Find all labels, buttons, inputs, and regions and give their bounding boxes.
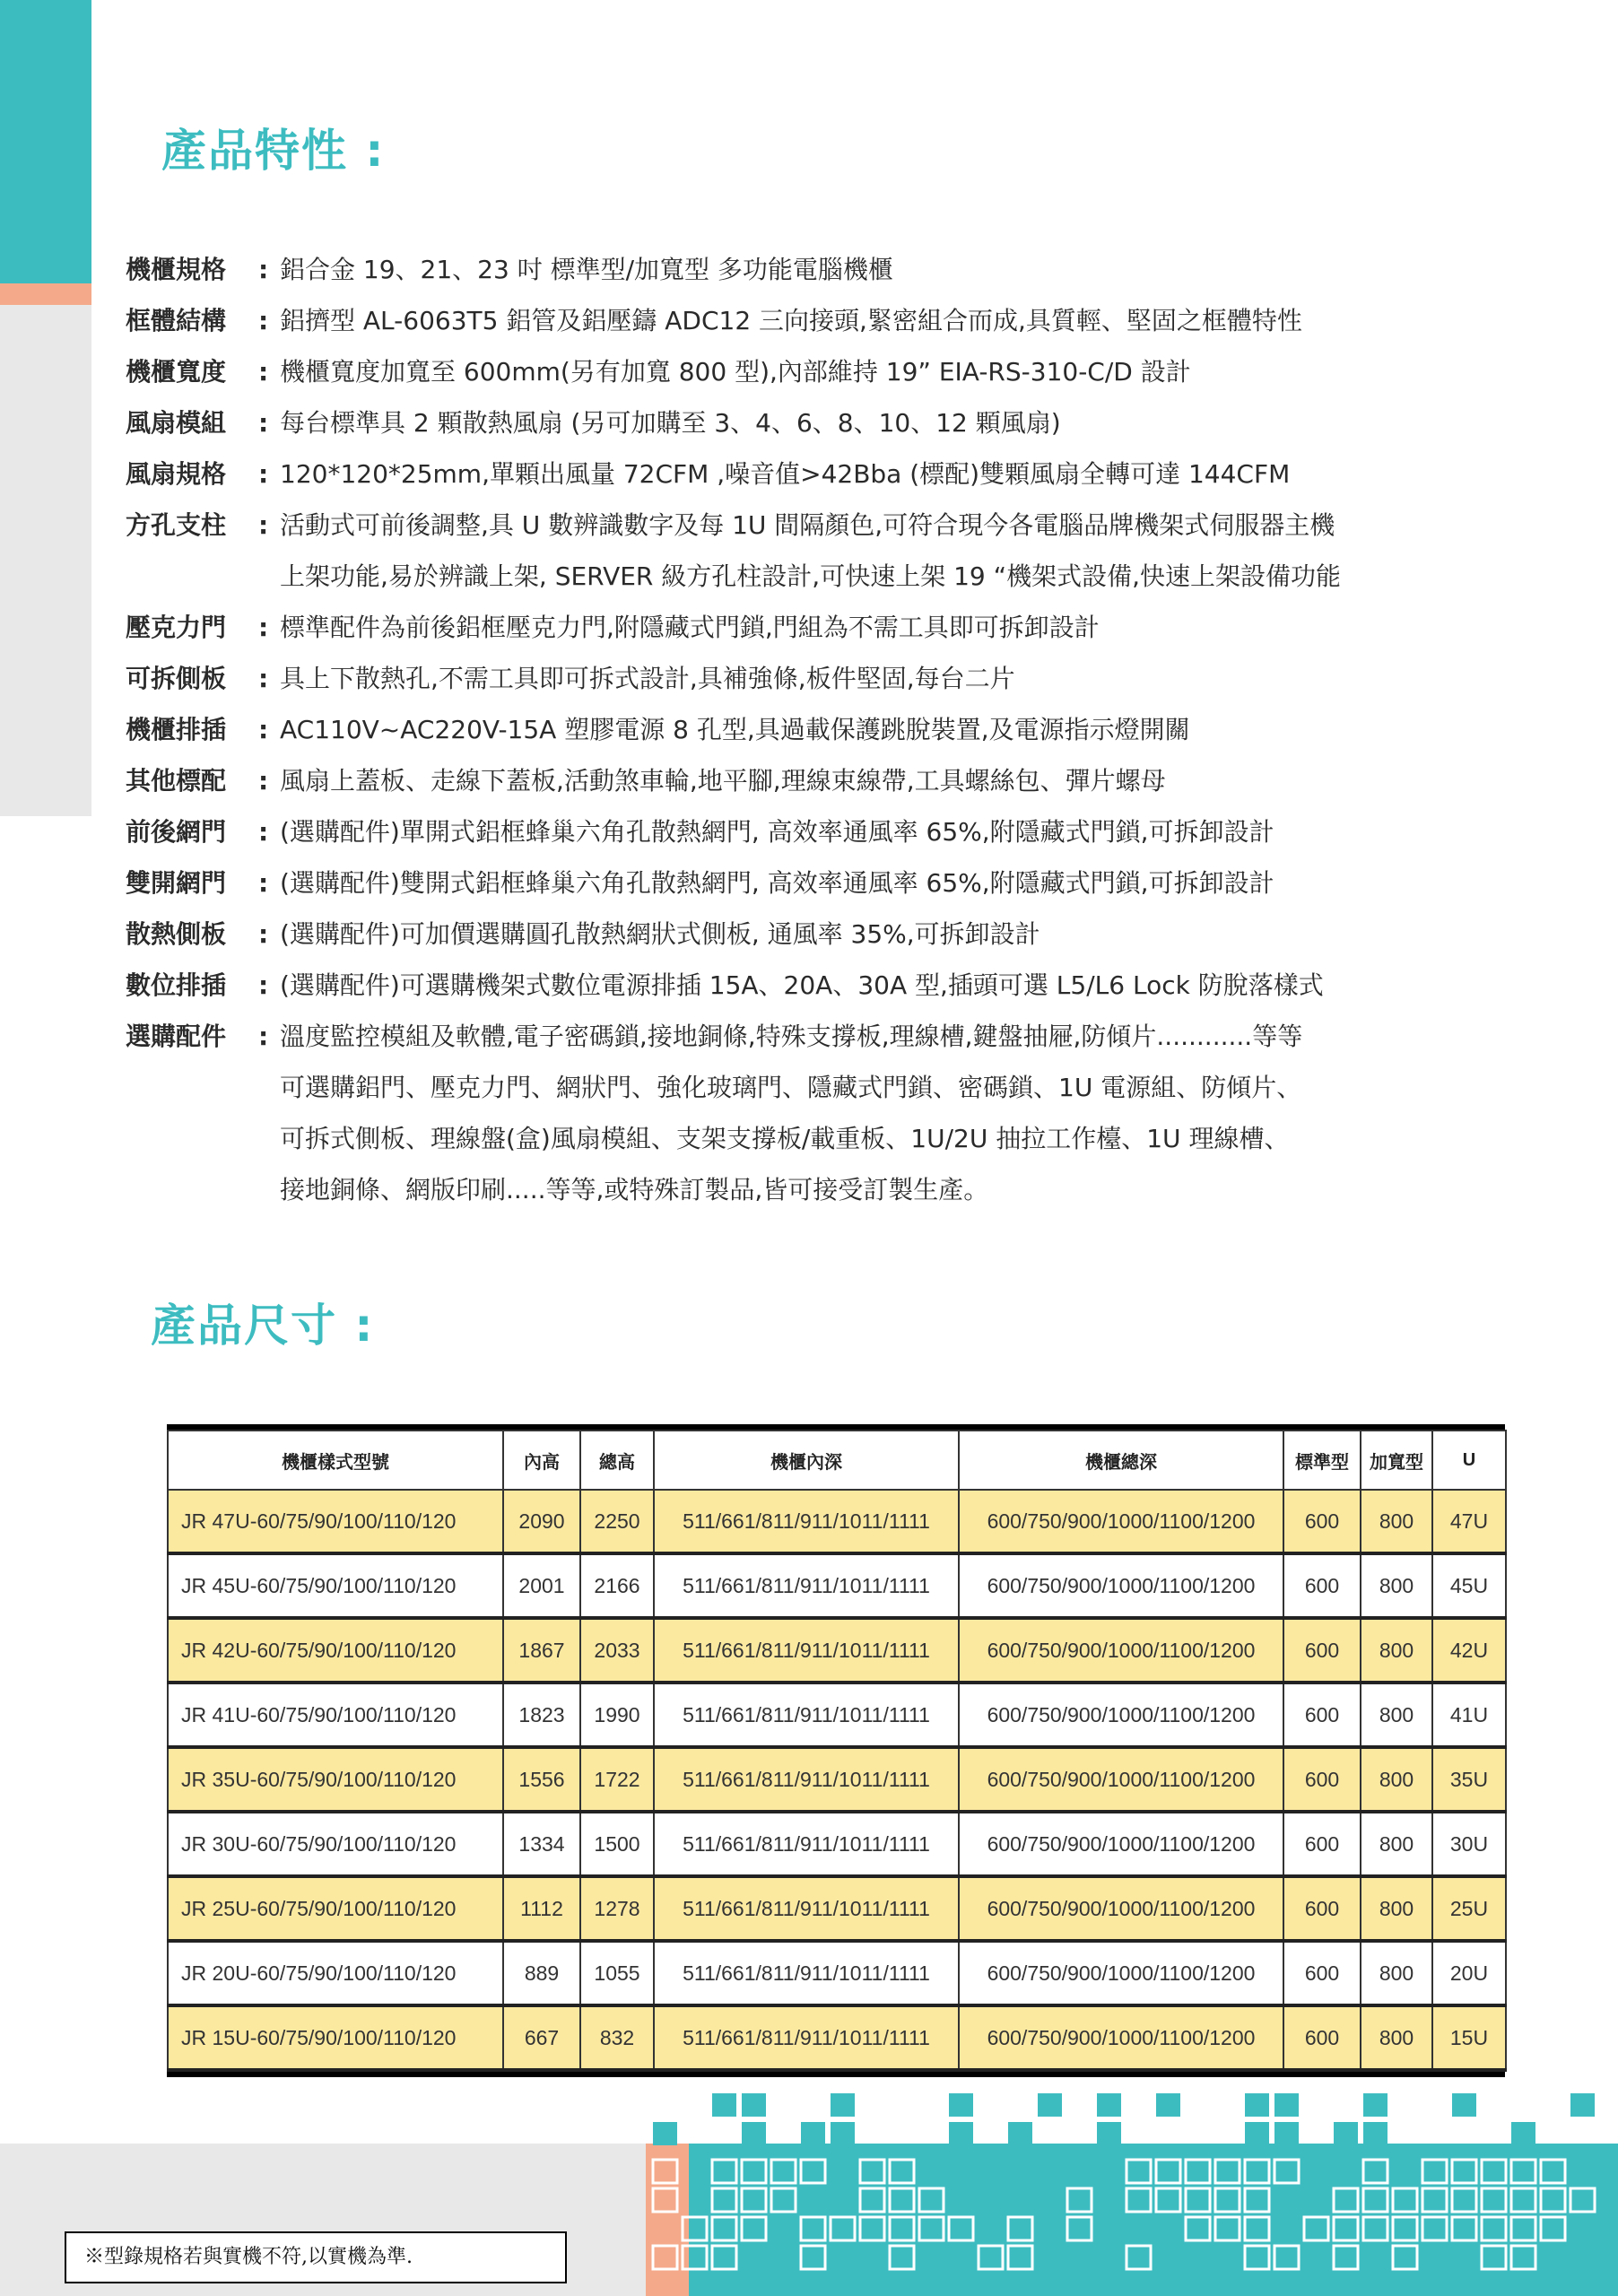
pixel-tile: [653, 2160, 677, 2183]
pixel-tile: [1245, 2093, 1269, 2117]
table-cell: 600/750/900/1000/1100/1200: [959, 1876, 1283, 1941]
table-header-cell: 機櫃內深: [654, 1431, 959, 1490]
table-cell: 1722: [580, 1747, 654, 1812]
pixel-tile: [1363, 2093, 1387, 2117]
table-header-cell: U: [1432, 1431, 1506, 1490]
pixel-tile: [949, 2217, 973, 2240]
pixel-tile: [1215, 2188, 1240, 2212]
table-cell: 600/750/900/1000/1100/1200: [959, 1683, 1283, 1747]
pixel-tile: [831, 2217, 855, 2240]
pixel-tile: [1274, 2093, 1299, 2117]
pixel-tile: [742, 2217, 766, 2240]
pixel-tile: [771, 2188, 796, 2212]
table-cell: 800: [1361, 1747, 1432, 1812]
feature-colon: :: [258, 255, 269, 284]
table-cell: 600/750/900/1000/1100/1200: [959, 1941, 1283, 2005]
table-cell: 600: [1283, 2005, 1361, 2070]
pixel-tile: [771, 2160, 796, 2183]
feature-text: 鋁擠型 AL-6063T5 鋁管及鋁壓鑄 ADC12 三向接頭,緊密組合而成,具質輕、堅固之框體特性: [280, 306, 1302, 335]
feature-label: 方孔支柱: [126, 510, 227, 540]
table-cell: 47U: [1432, 1490, 1506, 1553]
table-cell: 889: [503, 1941, 580, 2005]
table-cell: 600: [1283, 1618, 1361, 1683]
table-cell: 600/750/900/1000/1100/1200: [959, 1618, 1283, 1683]
pixel-tile: [1541, 2160, 1565, 2183]
feature-row: [126, 1011, 1525, 1062]
feature-row: [126, 397, 1525, 448]
table-cell: 800: [1361, 1876, 1432, 1941]
feature-row: [126, 909, 1525, 960]
table-cell: 1112: [503, 1876, 580, 1941]
feature-label: 前後網門: [126, 817, 227, 847]
pixel-tile: [1274, 2246, 1299, 2269]
table-cell: 511/661/811/911/1011/1111: [654, 1683, 959, 1747]
feature-colon: :: [258, 970, 269, 1000]
table-cell: 1500: [580, 1812, 654, 1876]
table-cell: JR 20U-60/75/90/100/110/120: [168, 1941, 503, 2005]
pixel-tile: [1008, 2122, 1032, 2145]
table-cell: 1278: [580, 1876, 654, 1941]
feature-row: [126, 960, 1525, 1011]
feature-row: [126, 1113, 1525, 1164]
teal-corner-block: [0, 0, 91, 283]
pixel-tile: [1334, 2217, 1358, 2240]
pixel-tile: [1245, 2246, 1269, 2269]
pixel-tile: [801, 2122, 825, 2145]
feature-list: [126, 244, 1525, 1215]
pixel-tile: [890, 2188, 914, 2212]
table-cell: JR 30U-60/75/90/100/110/120: [168, 1812, 503, 1876]
table-header-row: [168, 1431, 1506, 1490]
table-row: [168, 1683, 1506, 1747]
feature-text: 溫度監控模組及軟體,電子密碼鎖,接地銅條,特殊支撐板,理線槽,鍵盤抽屜,防傾片............等等: [280, 1022, 1303, 1051]
feature-colon: :: [258, 766, 269, 796]
pixel-tile: [742, 2122, 766, 2145]
table-cell: 15U: [1432, 2005, 1506, 2070]
table-header-cell: 內高: [503, 1431, 580, 1490]
table-cell: 511/661/811/911/1011/1111: [654, 1490, 959, 1553]
table-cell: 600: [1283, 1553, 1361, 1618]
pixel-tile: [1274, 2122, 1299, 2145]
table-cell: 2001: [503, 1553, 580, 1618]
feature-label: 風扇模組: [126, 408, 227, 438]
pixel-tile: [1038, 2093, 1062, 2117]
pixel-tile: [712, 2217, 736, 2240]
feature-text: 每台標準具 2 顆散熱風扇 (另可加購至 3、4、6、8、10、12 顆風扇): [280, 408, 1061, 438]
table-cell: 600/750/900/1000/1100/1200: [959, 1553, 1283, 1618]
pixel-tile: [712, 2188, 736, 2212]
feature-label: 可拆側板: [126, 664, 227, 693]
pixel-tile: [1511, 2122, 1535, 2145]
feature-text: (選購配件)單開式鋁框蜂巢六角孔散熱網門, 高效率通風率 65%,附隱藏式門鎖,可拆卸設計: [280, 817, 1274, 847]
table-row: [168, 1876, 1506, 1941]
feature-label: 框體結構: [126, 306, 227, 335]
table-cell: 600: [1283, 1747, 1361, 1812]
feature-row: [126, 448, 1525, 500]
feature-colon: :: [258, 919, 269, 949]
table-cell: 800: [1361, 1941, 1432, 2005]
feature-text: 鋁合金 19、21、23 吋 標準型/加寬型 多功能電腦機櫃: [280, 255, 893, 284]
pixel-tile: [1245, 2188, 1269, 2212]
table-row: [168, 1553, 1506, 1618]
pixel-tile: [1422, 2160, 1447, 2183]
table-row: [168, 1941, 1506, 2005]
pixel-tile: [801, 2217, 825, 2240]
pixel-tile: [712, 2160, 736, 2183]
table-cell: 800: [1361, 1490, 1432, 1553]
pixel-tile: [653, 2246, 677, 2269]
table-cell: 1990: [580, 1683, 654, 1747]
table-cell: 667: [503, 2005, 580, 2070]
table-cell: 1556: [503, 1747, 580, 1812]
pixel-tile: [653, 2188, 677, 2212]
table-cell: 41U: [1432, 1683, 1506, 1747]
pixel-tile: [683, 2217, 707, 2240]
table-cell: 1334: [503, 1812, 580, 1876]
feature-label: 選購配件: [126, 1022, 227, 1051]
table-cell: 600: [1283, 1876, 1361, 1941]
disclaimer-note: ※型錄規格若與實機不符,以實機為準.: [65, 2231, 567, 2283]
table-cell: 832: [580, 2005, 654, 2070]
feature-colon: :: [258, 664, 269, 693]
pixel-tile: [1274, 2160, 1299, 2183]
feature-colon: :: [258, 868, 269, 898]
pixel-tile: [890, 2217, 914, 2240]
pixel-tile: [801, 2246, 825, 2269]
feature-text: 具上下散熱孔,不需工具即可拆式設計,具補強條,板件堅固,每台二片: [280, 664, 1015, 693]
pixel-tile: [1127, 2246, 1151, 2269]
pixel-tile: [1245, 2160, 1269, 2183]
feature-text: 可拆式側板、理線盤(盒)風扇模組、支架支撐板/載重板、1U/2U 抽拉工作檯、1U 理線槽、: [280, 1124, 1290, 1153]
pixel-tile: [1363, 2217, 1387, 2240]
pixel-tile: [1156, 2160, 1180, 2183]
table-cell: 511/661/811/911/1011/1111: [654, 1553, 959, 1618]
table-cell: JR 45U-60/75/90/100/110/120: [168, 1553, 503, 1618]
pixel-tile: [1511, 2246, 1535, 2269]
table-cell: 42U: [1432, 1618, 1506, 1683]
table-row: [168, 1747, 1506, 1812]
table-cell: 511/661/811/911/1011/1111: [654, 1747, 959, 1812]
feature-row: [126, 295, 1525, 346]
feature-label: 機櫃規格: [126, 255, 227, 284]
table-cell: 600/750/900/1000/1100/1200: [959, 2005, 1283, 2070]
pixel-tile: [860, 2160, 884, 2183]
table-cell: 20U: [1432, 1941, 1506, 2005]
feature-text: (選購配件)可選購機架式數位電源排插 15A、20A、30A 型,插頭可選 L5/L6 Lock 防脫落樣式: [280, 970, 1324, 1000]
pixel-tile: [1008, 2217, 1032, 2240]
feature-colon: :: [258, 1022, 269, 1051]
table-row: [168, 2005, 1506, 2070]
table-cell: 800: [1361, 1812, 1432, 1876]
pixel-tile: [1097, 2093, 1121, 2117]
feature-colon: :: [258, 715, 269, 744]
table-cell: 2250: [580, 1490, 654, 1553]
pixel-tile: [712, 2093, 736, 2117]
feature-label: 機櫃排插: [126, 715, 227, 744]
feature-label: 散熱側板: [126, 919, 227, 949]
pixel-tile: [1245, 2217, 1269, 2240]
table-header-cell: 機櫃樣式型號: [168, 1431, 503, 1490]
feature-label: 數位排插: [126, 970, 227, 1000]
pixel-tile: [1127, 2160, 1151, 2183]
pixel-tile: [1363, 2160, 1387, 2183]
features-heading: 產品特性 :: [161, 125, 386, 177]
pixel-tile: [1186, 2160, 1210, 2183]
table-cell: 2166: [580, 1553, 654, 1618]
table-cell: 511/661/811/911/1011/1111: [654, 1618, 959, 1683]
pixel-tile: [1304, 2217, 1328, 2240]
pixel-tile: [890, 2160, 914, 2183]
feature-colon: :: [258, 306, 269, 335]
table-cell: 1055: [580, 1941, 654, 2005]
pixel-tile: [919, 2217, 944, 2240]
pixel-tile: [919, 2188, 944, 2212]
table-cell: 800: [1361, 2005, 1432, 2070]
feature-label: 風扇規格: [126, 459, 227, 489]
pixel-tile: [831, 2093, 855, 2117]
pixel-pattern-decoration: [646, 2090, 1618, 2296]
table-header-cell: 標準型: [1283, 1431, 1361, 1490]
pixel-tile: [1511, 2217, 1535, 2240]
table-cell: 600: [1283, 1490, 1361, 1553]
table-cell: 511/661/811/911/1011/1111: [654, 1876, 959, 1941]
table-cell: 45U: [1432, 1553, 1506, 1618]
pixel-tile: [1511, 2160, 1535, 2183]
feature-row: [126, 602, 1525, 653]
pixel-tile: [1334, 2188, 1358, 2212]
table-header-cell: 機櫃總深: [959, 1431, 1283, 1490]
table-cell: 600/750/900/1000/1100/1200: [959, 1747, 1283, 1812]
feature-colon: :: [258, 613, 269, 642]
table-cell: 1867: [503, 1618, 580, 1683]
feature-row: [126, 1062, 1525, 1113]
feature-text: (選購配件)可加價選購圓孔散熱網狀式側板, 通風率 35%,可拆卸設計: [280, 919, 1040, 949]
pixel-tile: [742, 2160, 766, 2183]
pixel-tile: [1452, 2217, 1476, 2240]
dimensions-heading: 產品尺寸 :: [151, 1300, 375, 1352]
table-header-cell: 總高: [580, 1431, 654, 1490]
table-cell: 30U: [1432, 1812, 1506, 1876]
pixel-tile: [1097, 2122, 1121, 2145]
feature-row: [126, 653, 1525, 704]
feature-colon: :: [258, 510, 269, 540]
pixel-tile: [1127, 2188, 1151, 2212]
feature-text: 標準配件為前後鋁框壓克力門,附隱藏式門鎖,門組為不需工具即可拆卸設計: [280, 613, 1100, 642]
table-cell: JR 47U-60/75/90/100/110/120: [168, 1490, 503, 1553]
feature-label: 雙開網門: [126, 868, 227, 898]
feature-text: 活動式可前後調整,具 U 數辨識數字及每 1U 間隔顏色,可符合現今各電腦品牌機架式伺服器主機: [280, 510, 1335, 540]
pixel-tile: [1156, 2093, 1180, 2117]
dimensions-table: [167, 1430, 1507, 2072]
dimensions-table-wrapper: [167, 1424, 1505, 2077]
pixel-tile: [979, 2246, 1003, 2269]
table-cell: 600: [1283, 1683, 1361, 1747]
feature-text: 120*120*25mm,單顆出風量 72CFM ,噪音值>42Bba (標配)雙顆風扇全轉可達 144CFM: [280, 459, 1291, 489]
pixel-tile: [1393, 2188, 1417, 2212]
pixel-tile: [1452, 2160, 1476, 2183]
pixel-tile: [1067, 2188, 1092, 2212]
pixel-tile: [1452, 2093, 1476, 2117]
feature-row: [126, 1164, 1525, 1215]
pixel-tile: [1156, 2188, 1180, 2212]
table-cell: 25U: [1432, 1876, 1506, 1941]
feature-text: AC110V~AC220V-15A 塑膠電源 8 孔型,具過載保護跳脫裝置,及電源指示燈開關: [280, 715, 1190, 744]
pixel-tile: [1215, 2217, 1240, 2240]
table-cell: 2033: [580, 1618, 654, 1683]
table-cell: 511/661/811/911/1011/1111: [654, 1941, 959, 2005]
table-row: [168, 1618, 1506, 1683]
feature-text: 上架功能,易於辨識上架, SERVER 級方孔柱設計,可快速上架 19 “機架式設備,快速上架設備功能: [280, 561, 1342, 591]
table-row: [168, 1490, 1506, 1553]
pixel-tile: [1482, 2217, 1506, 2240]
table-cell: JR 41U-60/75/90/100/110/120: [168, 1683, 503, 1747]
table-cell: 800: [1361, 1553, 1432, 1618]
table-cell: 800: [1361, 1618, 1432, 1683]
pixel-tile: [1186, 2217, 1210, 2240]
table-header-cell: 加寬型: [1361, 1431, 1432, 1490]
pixel-tile: [1334, 2122, 1358, 2145]
table-cell: 600: [1283, 1941, 1361, 2005]
table-cell: 2090: [503, 1490, 580, 1553]
pixel-tile: [742, 2188, 766, 2212]
pixel-tile: [1541, 2217, 1565, 2240]
pixel-tile: [801, 2160, 825, 2183]
pixel-tile: [949, 2093, 973, 2117]
table-cell: 35U: [1432, 1747, 1506, 1812]
table-cell: JR 42U-60/75/90/100/110/120: [168, 1618, 503, 1683]
pixel-tile: [683, 2246, 707, 2269]
pixel-tile: [1482, 2246, 1506, 2269]
feature-row: [126, 704, 1525, 755]
feature-row: [126, 346, 1525, 397]
feature-label: 其他標配: [126, 766, 227, 796]
pixel-tile: [1482, 2188, 1506, 2212]
pixel-tile: [1334, 2246, 1358, 2269]
pixel-tile: [1393, 2217, 1417, 2240]
pixel-tile: [712, 2246, 736, 2269]
grey-side-strip: [0, 305, 91, 816]
table-row: [168, 1812, 1506, 1876]
feature-text: 可選購鋁門、壓克力門、網狀門、強化玻璃門、隱藏式門鎖、密碼鎖、1U 電源組、防傾片、: [280, 1073, 1302, 1102]
pixel-tile: [1186, 2188, 1210, 2212]
feature-row: [126, 755, 1525, 806]
table-cell: 600/750/900/1000/1100/1200: [959, 1812, 1283, 1876]
pixel-tile: [949, 2122, 973, 2145]
pixel-tile: [831, 2122, 855, 2145]
pixel-tile: [1452, 2188, 1476, 2212]
feature-row: [126, 500, 1525, 551]
pixel-tile: [1245, 2122, 1269, 2145]
feature-colon: :: [258, 408, 269, 438]
orange-accent-strip: [0, 283, 91, 305]
feature-row: [126, 244, 1525, 295]
pixel-tile: [1363, 2188, 1387, 2212]
feature-colon: :: [258, 357, 269, 387]
table-cell: 800: [1361, 1683, 1432, 1747]
feature-text: 接地銅條、網版印刷.....等等,或特殊訂製品,皆可接受訂製生產。: [280, 1175, 989, 1205]
pixel-tile: [1008, 2246, 1032, 2269]
table-cell: 511/661/811/911/1011/1111: [654, 1812, 959, 1876]
table-cell: JR 15U-60/75/90/100/110/120: [168, 2005, 503, 2070]
feature-text: 風扇上蓋板、走線下蓋板,活動煞車輪,地平腳,理線束線帶,工具螺絲包、彈片螺母: [280, 766, 1166, 796]
feature-colon: :: [258, 817, 269, 847]
feature-row: [126, 806, 1525, 857]
pixel-tile: [1541, 2188, 1565, 2212]
pixel-tile: [1422, 2188, 1447, 2212]
feature-text: (選購配件)雙開式鋁框蜂巢六角孔散熱網門, 高效率通風率 65%,附隱藏式門鎖,可拆卸設計: [280, 868, 1274, 898]
table-cell: 511/661/811/911/1011/1111: [654, 2005, 959, 2070]
table-cell: JR 35U-60/75/90/100/110/120: [168, 1747, 503, 1812]
pixel-tile: [1482, 2160, 1506, 2183]
pixel-tile: [1393, 2246, 1417, 2269]
pixel-tile: [860, 2217, 884, 2240]
pixel-tile: [1067, 2217, 1092, 2240]
feature-text: 機櫃寬度加寬至 600mm(另有加寬 800 型),內部維持 19” EIA-RS-310-C/D 設計: [280, 357, 1191, 387]
feature-row: [126, 857, 1525, 909]
table-cell: 600: [1283, 1812, 1361, 1876]
table-cell: 1823: [503, 1683, 580, 1747]
pixel-tile: [1570, 2188, 1595, 2212]
pixel-tile: [1422, 2217, 1447, 2240]
feature-colon: :: [258, 459, 269, 489]
pixel-tile: [860, 2188, 884, 2212]
pixel-tile: [890, 2246, 914, 2269]
pixel-tile: [653, 2122, 677, 2145]
table-cell: 600/750/900/1000/1100/1200: [959, 1490, 1283, 1553]
pixel-tile: [742, 2093, 766, 2117]
feature-row: [126, 551, 1525, 602]
pixel-tile: [1215, 2160, 1240, 2183]
feature-label: 壓克力門: [126, 613, 227, 642]
feature-label: 機櫃寬度: [126, 357, 227, 387]
pixel-tile: [1570, 2093, 1595, 2117]
pixel-tile: [1511, 2188, 1535, 2212]
pixel-tile: [1363, 2122, 1387, 2145]
table-cell: JR 25U-60/75/90/100/110/120: [168, 1876, 503, 1941]
